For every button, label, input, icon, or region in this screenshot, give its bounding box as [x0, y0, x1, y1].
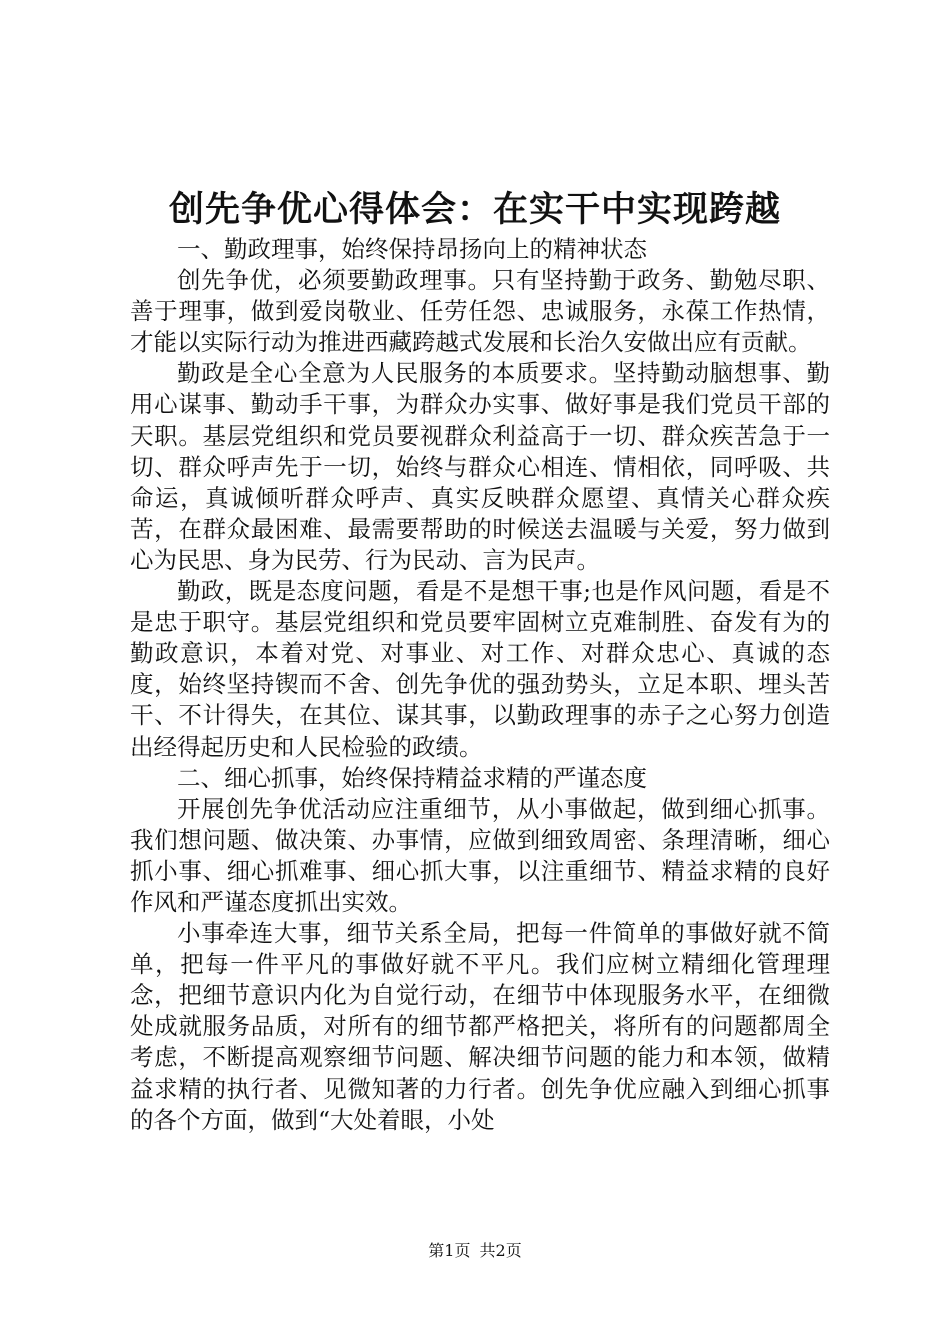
paragraph: 创先争优，必须要勤政理事。只有坚持勤于政务、勤勉尽职、善于理事，做到爱岗敬业、任劳任怨、忠诚服务，永葆工作热情，才能以实际行动为推进西藏跨越式发展和长治久安做出应有贡献。	[130, 266, 830, 357]
document-body	[130, 234, 830, 1136]
paragraph: 勤政，既是态度问题，看是不是想干事;也是作风问题，看是不是忠于职守。基层党组织和党员要牢固树立克难制胜、奋发有为的勤政意识，本着对党、对事业、对工作、对群众忠心、真诚的态度，始终坚持锲而不舍、创先争优的强劲势头，立足本职、埋头苦干、不计得失，在其位、谋其事，以勤政理事的赤子之心努力创造出经得起历史和人民检验的政绩。	[130, 577, 830, 761]
paragraph: 开展创先争优活动应注重细节，从小事做起，做到细心抓事。我们想问题、做决策、办事情，应做到细致周密、条理清晰，细心抓小事、细心抓难事、细心抓大事，以注重细节、精益求精的良好作风和严谨态度抓出实效。	[130, 794, 830, 916]
page-total: 共2页	[479, 1241, 522, 1260]
paragraph: 勤政是全心全意为人民服务的本质要求。坚持勤动脑想事、勤用心谋事、勤动手干事，为群众办实事、做好事是我们党员干部的天职。基层党组织和党员要视群众利益高于一切、群众疾苦急于一切、群众呼声先于一切，始终与群众心相连、情相依，同呼吸、共命运，真诚倾听群众呼声、真实反映群众愿望、真情关心群众疾苦，在群众最困难、最需要帮助的时候送去温暖与关爱，努力做到心为民思、身为民劳、行为民动、言为民声。	[130, 359, 830, 574]
section-heading-2: 二、细心抓事，始终保持精益求精的严谨态度	[177, 763, 647, 792]
page-footer	[0, 1240, 950, 1262]
document-title: 创先争优心得体会：在实干中实现跨越	[168, 189, 781, 230]
paragraph: 小事牵连大事，细节关系全局，把每一件简单的事做好就不简单，把每一件平凡的事做好就不平凡。我们应树立精细化管理理念，把细节意识内化为自觉行动，在细节中体现服务水平，在细微处成就服务品质，对所有的细节都严格把关，将所有的问题都周全考虑，不断提高观察细节问题、解决细节问题的能力和本领，做精益求精的执行者、见微知著的力行者。创先争优应融入到细心抓事的各个方面，做到“大处着眼，小处	[130, 919, 830, 1134]
section-heading-1: 一、勤政理事，始终保持昂扬向上的精神状态	[177, 235, 647, 263]
page-number: 第1页	[428, 1241, 471, 1260]
